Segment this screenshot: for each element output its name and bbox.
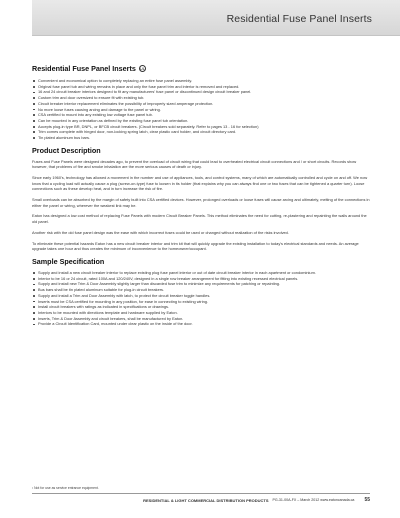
ul-certification-icon: UL [139, 66, 145, 71]
header-bar [32, 0, 400, 36]
product-description [32, 159, 370, 252]
feature-item: Convenient and economical option to completely replacing an entire fuse panel assembly. [32, 78, 370, 84]
sample-specification-title: Sample Specification [32, 257, 105, 267]
features-title: Residential Fuse Panel Inserts [32, 64, 136, 73]
feature-item: Trim comes complete with hinged door, non-locking spring latch, clear plastic card holder, and circuit directory card. [32, 129, 370, 135]
description-paragraph: Since early 1960's, technology has allowed a movement in the number and use of appliances, tools, and control systems, many of which are automatically controlled and cycle on and off. We now know that a cycling load will actually cause a plug (screw-on-type) fuse to loosen in its holder (that explains why you can always find one or two fuses that can be tightened a quarter turn). Loose connections such as these develop heat, and in turn increase the risk of fire. [32, 175, 368, 192]
specification-item: Supply and install a Trim and Door Assembly with latch, to protect the circuit breaker toggle handles. [32, 293, 370, 299]
features-list [32, 78, 370, 141]
feature-item: Tin plated aluminum bus bars. [32, 135, 370, 141]
specification-item: Supply and install a new circuit breaker interior to replace existing plug fuse panel interior or out of date circuit breaker interior in each apartment or condominium. [32, 270, 370, 276]
description-paragraph: To eliminate these potential hazards Eaton has a new circuit breaker interior and trim kit that will quickly upgrade the existing installation to today's electrical standards and needs. An average upgrade takes one hour and thus creates the minimum of inconvenience to the homeowner/occupant. [32, 240, 359, 252]
specification-item: Inserts must be CSA certified for mounting in any position, for ease in connecting to existing wiring. [32, 299, 370, 305]
specification-item: Interior to be 16 or 24 circuit, rated 100A and 120/240V, designed in a single row breaker arrangement for fitting into existing recessed electrical panels. [32, 276, 370, 282]
feature-item: Accepts plug-in type BR, DNPL, or BFCB circuit breakers. (Circuit breakers sold separately. Refer to pages 13 - 16 for selection) [32, 124, 370, 130]
specification-item: Provide a Circuit Identification Card, mounted under clear plastic on the inside of the door. [32, 321, 370, 327]
description-paragraph: Another risk with the old fuse panel design was the ease with which incorrect fuses could be used or changed without realization of the risks involved. [32, 229, 289, 235]
feature-item: 16 and 24 circuit breaker interiors designed to fit any manufacturers' fuse panel or discontinued design circuit breaker panel. [32, 89, 370, 95]
description-paragraph: Small overloads can be absorbed by the margin of safety built into CSA certified devices. However, prolonged overloads or loose fuses will cause arcing and ultimately, melting of the connections in either the panel or wiring, wherever the weakest link may be. [32, 197, 370, 208]
feature-item: CSA certified to mount into any existing low voltage fuse panel tub. [32, 112, 370, 118]
feature-item: Custom trim and door oversized to ensure fit with existing tub. [32, 95, 370, 101]
feature-item: Circuit breaker interior replacement eliminates the possibility of improperly sized amperage protection. [32, 101, 370, 107]
section-title-features [32, 64, 370, 73]
footnote [32, 486, 99, 490]
footer-divider [32, 493, 370, 494]
description-paragraph: Eaton has designed a low cost method of replacing Fuse Panels with modern Circuit Breaker Panels. This method eliminates the need for cutting, re-plastering and repainting the walls around the old panel. [32, 213, 367, 224]
footnote-text: Not for use as service entrance equipment. [34, 486, 99, 490]
footer-catalog: PG-31-00A-FX – March 2012 www.eatoncanada.ca [272, 498, 355, 502]
page-number: 55 [364, 497, 370, 503]
footnote-marker: ¹ [32, 486, 34, 490]
specification-item: Inserts, Trim & Door Assembly and circuit breakers, shall be manufactured by Eaton. [32, 316, 370, 322]
description-paragraph: Fuses and Fuse Panels were designed decades ago, to prevent the overload of circuit wiring that could lead to overheated electrical circuit connections and / or short circuits. Records show however, that problems of fire and smoke inhalation are the more serious causes of death or injury. [32, 158, 357, 170]
specification-item: Install circuit breakers with ratings as indicated in specifications or drawings. [32, 304, 370, 310]
product-description-title: Product Description [32, 145, 101, 155]
feature-item: Original fuse panel tub and wiring remains in place and only the fuse panel trim and interior is removed and replaced. [32, 84, 370, 90]
footer-brand: RESIDENTIAL & LIGHT COMMERCIAL DISTRIBUTION PRODUCTS [143, 497, 269, 503]
main-content [32, 64, 370, 332]
page-footer [32, 496, 370, 504]
specification-item: Interiors to be mounted with directions template and hardware supplied by Eaton. [32, 310, 370, 316]
specification-item: Supply and install new Trim & Door Assembly slightly larger than discarded fuse trim to minimize any requirements for patching or repainting. [32, 281, 370, 287]
specification-list [32, 270, 370, 327]
page-header-title: Residential Fuse Panel Inserts [226, 13, 372, 25]
feature-item: Can be mounted in any orientation as defined by the existing fuse panel tub orientation. [32, 118, 370, 124]
specification-item: Bus bars shall be tin plated aluminum suitable for plug-in circuit breakers. [32, 287, 370, 293]
feature-item: No more loose fuses causing arcing and damage to the panel or wiring. [32, 107, 370, 113]
